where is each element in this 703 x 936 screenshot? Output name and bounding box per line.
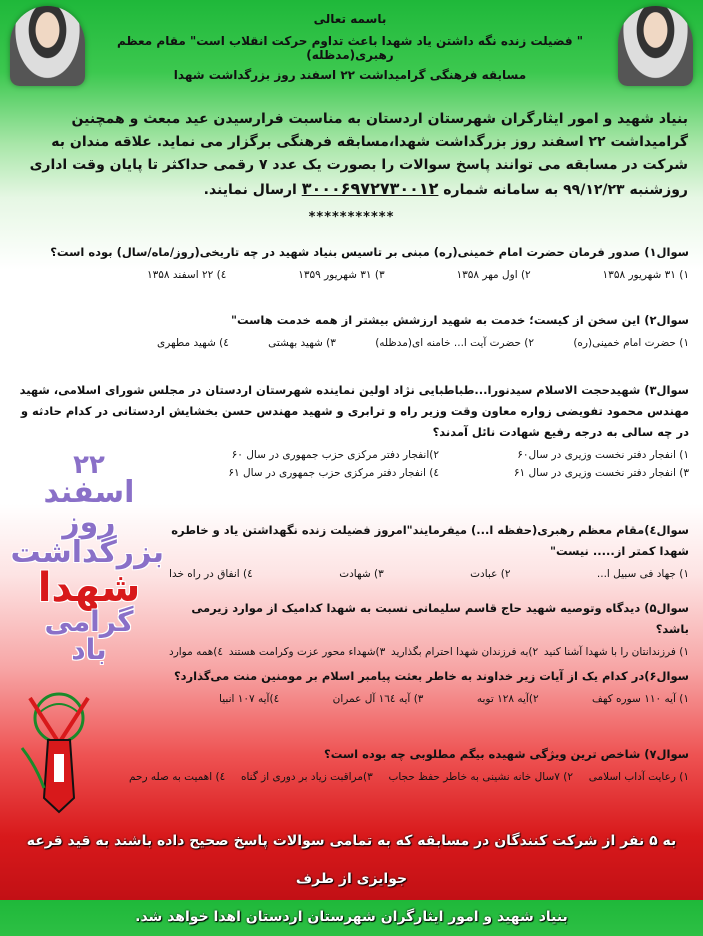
header-quote: " فضیلت زنده نگه داشتن یاد شهدا باعث تداوم حرکت انقلاب است" مقام معظم رهبری(مدظله) [116,34,584,62]
martyrs-day-calligraphy [10,450,164,666]
question-text: سوال۳) شهیدحجت الاسلام سیدنورا...طباطبایی نژاد اولین نماینده شهرستان اردستان در مجلس شورای اسلامی، شهید مهندس محمود تفویضی زواره معاون وقت وزیر راه و ترابری و شهید مهندس حسن بخشایش اردستانی در کدام حادثه و در چه سالی به درجه رفیع شهادت نائل آمدند؟ [19,383,689,439]
question-options [159,693,689,705]
option: ۲) حضرت آیت ا... خامنه ای(مدظله) [375,337,535,349]
intro-text: بنیاد شهید و امور ایثارگران شهرستان اردستان به مناسبت فرارسیدن عید مبعث و همچنین گرامیداشت ۲۲ اسفند روز بزرگداشت شهدا،مسابقه فرهنگی برگزار می نماید. علاقه مندان به شرکت در مسابقه می توانند پاسخ سوالات را بصورت یک عدد ۷ رقمی حداکثر تا پایان وقت اداری روزشنبه ۹۹/۱۲/۲۳ به سامانه شماره [29,111,688,198]
question-options [169,646,689,658]
option: ٤) شهید مطهری [157,337,229,349]
header-title: مسابقه فرهنگی گرامیداشت ۲۲ اسفند روز بزرگداشت شهدا [173,68,527,82]
question-text: سوال۲) این سخن از کیست؛ خدمت به شهید ارزشش بیشتر از همه خدمت هاست" [230,313,689,327]
option: ۳) شهید بهشتی [268,337,336,349]
foundation-logo [16,688,102,818]
footer-line-1: به ۵ نفر از شرکت کنندگان در مسابقه که به تمامی سوالات پاسخ صحیح داده باشند به قید قرعه جوایزی از طرف [26,833,677,887]
option: ۲)آیه ۱۲۸ توبه [476,693,539,705]
option: ۳)مراقبت زیاد بر دوری از گناه [240,771,373,783]
option: ۲) عبادت [470,568,511,580]
option: ۳) آیه ۱٦٤ آل عمران [332,693,424,705]
option: ٤)همه موارد [169,646,224,658]
side-word: گرامی [44,605,134,638]
leader-portrait-left [10,6,85,86]
side-word: بزرگداشت [10,535,164,570]
footer-line-2: بنیاد شهید و امور ایثارگران شهرستان اردستان اهدا خواهد شد. [135,909,568,925]
option: ٤) انفاق در راه خدا [169,568,253,580]
side-word: روز [62,505,116,540]
option: ۲)انفجار دفتر مرکزی حزب جمهوری در سال ۶۰ [231,449,439,461]
header [100,12,600,82]
sms-number: ۳۰۰۰۶۹۷۲۷۳۰۰۱۲ [301,179,439,198]
option: ۳) انفجار دفتر نخست وزیری در سال ۶۱ [513,467,689,479]
option: ۳) ۳۱ شهریور ۱۳۵۹ [298,269,385,281]
option: ۱) جهاد فی سبیل ا... [596,568,689,580]
question-text: سوال۱) صدور فرمان حضرت امام خمینی(ره) مبنی بر تاسیس بنیاد شهید در چه تاریخی(روز/ماه/سال) بوده است؟ [50,245,689,259]
option: ۲)به فرزندان شهدا احترام بگذارید [391,646,539,658]
question-text: سوال۷) شاخص ترین ویژگی شهیده بیگم مطلوبی چه بوده است؟ [324,747,689,761]
option: ٤) اهمیت به صله رحم [129,771,226,783]
option: ۱) حضرت امام خمینی(ره) [573,337,689,349]
question-text: سوال۵) دیدگاه وتوصیه شهید حاج قاسم سلیمانی نسبت به شهدا کدامیک از موارد زیرمی باشد؟ [191,601,689,636]
option: ۱) آیه ۱۱۰ سوره کهف [592,693,689,705]
option: ٤) انفجار دفتر مرکزی حزب جمهوری در سال ۶۱ [228,467,439,479]
side-word: باد [71,633,107,666]
question-4 [169,520,689,580]
question-5 [169,598,689,658]
leader-portrait-right [618,6,693,86]
option: ۲) ۷سال خانه نشینی به خاطر حفظ حجاب [388,771,573,783]
question-options [17,269,689,281]
question-6 [159,666,689,705]
footer-notice [10,822,693,936]
question-text: سوال۶)در کدام یک از آیات زیر خداوند به خاطر بعثت پیامبر اسلام بر مومنین منت می‌گذارد؟ [173,669,689,683]
intro-end: ارسال نمایند. [203,182,297,198]
option: ٤)آیه ۱۰۷ انبیا [219,693,280,705]
side-word: اسفند [43,475,135,510]
option: ۱) انفجار دفتر نخست وزیری در سال۶۰ [517,449,689,461]
question-1 [17,242,689,281]
intro-paragraph [16,108,688,202]
question-options [17,337,689,349]
question-text: سوال٤)مقام معظم رهبری(حفظه ا...) میفرمایند"امروز فضیلت زنده نگهداشتن یاد و خاطره شهدا کمتر از..... نیست" [171,523,689,558]
question-options [169,568,689,580]
option: ۱) فرزندانتان را با شهدا آشنا کنید [543,646,689,658]
option: ۱) رعایت آداب اسلامی [588,771,689,783]
question-7 [129,744,689,783]
side-number: ۲۲ [73,450,105,480]
option: ۱) ۳۱ شهریور ۱۳۵۸ [602,269,689,281]
question-2 [17,310,689,349]
side-word: شهدا [37,565,141,611]
question-options [129,771,689,783]
header-bismillah: باسمه تعالی [313,12,387,26]
option: ۲) اول مهر ۱۳۵۸ [456,269,531,281]
option: ۳) شهادت [339,568,384,580]
option: ٤) ۲۲ اسفند ۱۳۵۸ [147,269,227,281]
option: ۳)شهداء محور عزت وکرامت هستند [228,646,386,658]
stars-divider: *********** [308,210,395,225]
question-options [189,449,689,479]
